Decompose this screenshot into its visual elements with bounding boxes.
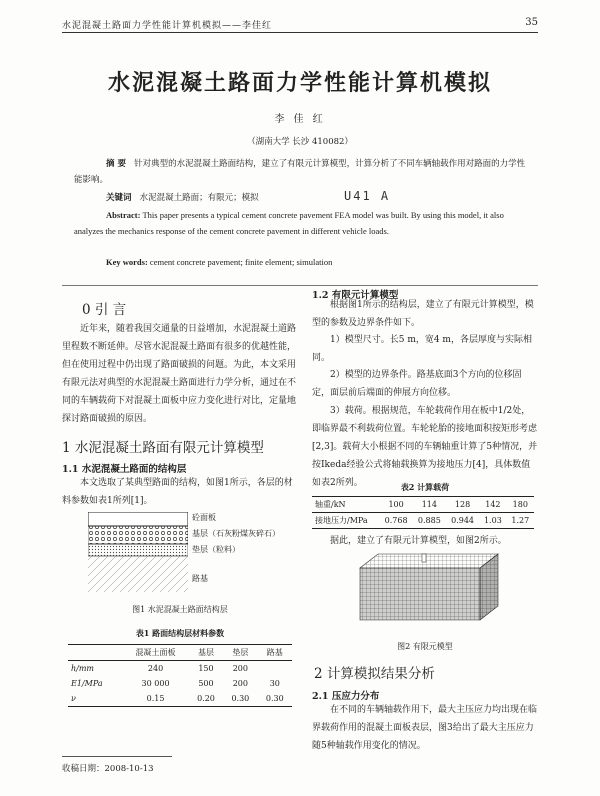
abstract-cn-label: 摘 要 (106, 159, 126, 169)
section-2-1-heading: 2.1 压应力分布 (312, 691, 380, 702)
section-1-2-heading: 1.2 有限元计算模型 (312, 290, 399, 301)
keywords-cn-text: 水泥混凝土路面；有限元；模拟 (139, 193, 259, 203)
layer-base (88, 526, 188, 544)
section-2-1-paragraph: 在不同的车辆轴载作用下，最大主压应力均出现在临界载荷作用的混凝土面板表层，图3给出了最大主压应力随5种轴载作用变化的情况。 (312, 705, 538, 751)
section-0-heading: 0 引 言 (82, 302, 127, 318)
table-cell: 0.885 (417, 516, 441, 525)
section-1-1-heading: 1.1 水泥混凝土路面的结构层 (62, 464, 187, 475)
table-row (312, 497, 534, 513)
paper-title: 水泥混凝土路面力学性能计算机模拟 (107, 70, 492, 96)
table-cell: 30 000 (141, 679, 170, 688)
keywords-en-label: Key words: (106, 257, 148, 267)
section-1-heading: 1 水泥混凝土路面有限元计算模型 (62, 440, 264, 456)
table-cell: 150 (198, 664, 214, 673)
section-2-heading: 2 计算模拟结果分析 (314, 666, 435, 682)
keywords-en-text: cement concrete pavement; finite element; simulation (149, 257, 333, 267)
table-2 (312, 496, 534, 529)
section-0-paragraph: 近年来，随着我国交通量的日益增加，水泥混凝土道路里程数不断延伸。尽管水泥混凝土路面有很多的优越性能，但在使用过程中仍出现了路面破损的问题。为此，本文采用有限元法对典型的水泥混凝土路面进行力学分析，通过在不同的车辆载荷下对混凝土面板中应力变化进行对比，定量地探讨路面破损的原因。 (62, 324, 297, 424)
keywords-cn-label: 关键词 (106, 193, 132, 203)
table-cell: 1.03 (483, 516, 502, 525)
table-cell (258, 661, 292, 677)
keywords-en (74, 254, 526, 270)
table-cell: 接地压力/MPa (315, 516, 368, 525)
table-cell (68, 645, 122, 661)
table-cell: 路基 (266, 648, 283, 657)
abstract-en-label: Abstract: (106, 210, 141, 220)
figure-1-caption: 图1 水泥混凝土路面结构层 (132, 605, 228, 614)
fig1-label-slab: 砼面板 (192, 513, 216, 522)
footnote-rule (62, 756, 172, 757)
table-row (312, 513, 534, 529)
fig1-label-subbase: 垫层（粒料） (192, 545, 240, 554)
table-cell: 128 (454, 500, 471, 509)
table-row (68, 676, 292, 691)
author: 李 佳 红 (274, 114, 326, 125)
table-cell: 0.30 (231, 694, 250, 703)
table-cell: 1.27 (511, 516, 530, 525)
mesh-front-shade (360, 568, 480, 620)
handwritten-classification: U41 A (344, 189, 391, 203)
table-cell: 500 (198, 679, 214, 688)
fig1-label-base: 基层（石灰粉煤灰碎石） (192, 529, 280, 538)
abstract-cn (74, 156, 526, 188)
footnote: 收稿日期：2008-10-13 (62, 764, 154, 774)
running-header (62, 16, 538, 33)
table-row (68, 691, 292, 707)
table-cell: 240 (147, 664, 164, 673)
section-1-2-item-3: 3）载荷。根据规范，车轮载荷作用在板中1/2处，即临界最不利载荷位置。车轮轮胎的接地面积按矩形考虑[2,3]。载荷大小根据不同的车辆轴重计算了5种情况，并按Ikeda经验公式将轴载换算为接地压力[4]，具体数值如表2所列。 (312, 406, 538, 488)
mesh-top-face (360, 554, 498, 568)
layer-subbase (88, 544, 188, 556)
table-cell: 180 (512, 500, 528, 509)
table-row (68, 645, 292, 661)
table-cell: 100 (388, 500, 404, 509)
figure-2-caption: 图2 有限元模型 (397, 642, 453, 651)
section-1-2-item-2: 2）模型的边界条件。路基底面3个方向的位移固定，面层前后端面的伸展方向位移。 (312, 370, 522, 398)
table-1-caption: 表1 路面结构层材料参数 (135, 628, 225, 638)
table-cell: 114 (421, 500, 437, 509)
affiliation: （湖南大学 长沙 410082） (247, 137, 353, 147)
fem-mesh-figure (330, 548, 500, 628)
section-1-2-item-1: 1）模型尺寸。长5 m，宽4 m，各层厚度与实际相同。 (312, 335, 532, 363)
table-cell: 混凝土面板 (135, 648, 176, 657)
table-cell: ν (71, 694, 76, 703)
table-cell: 142 (485, 500, 501, 509)
page-number: 35 (525, 17, 538, 28)
table-2-caption: 表2 计算载荷 (400, 482, 450, 492)
table-cell: 基层 (197, 648, 214, 657)
table-cell: 轴重/kN (315, 500, 346, 509)
table-cell: 垫层 (232, 648, 249, 657)
abstract-en (74, 207, 526, 239)
layer-concrete-slab (88, 512, 188, 526)
table-cell: 200 (232, 664, 248, 673)
section-1-2-paragraph: 根据图1所示的结构层，建立了有限元计算模型，模型的参数及边界条件如下。 (312, 300, 534, 328)
table-cell: 30 (269, 679, 280, 688)
divider (62, 285, 538, 286)
table-cell: 0.768 (384, 516, 408, 525)
table-cell: 200 (232, 679, 248, 688)
abstract-cn-text: 针对典型的水泥混凝土路面结构，建立了有限元计算模型，计算分析了不同车辆轴载作用对路面的力学性能影响。 (74, 159, 526, 185)
fig1-label-subgrade: 路基 (192, 574, 208, 583)
running-header-title: 水泥混凝土路面力学性能计算机模拟——李佳红 (62, 21, 273, 31)
table-cell: 0.30 (265, 694, 284, 703)
table-cell: 0.15 (146, 694, 165, 703)
section-1-1-paragraph: 本文选取了某典型路面的结构，如图1所示，各层的材料参数如表1所列[1]。 (62, 478, 293, 506)
layer-subgrade (88, 556, 188, 592)
table-cell: E1/MPa (71, 679, 103, 688)
load-marker (422, 554, 426, 562)
paragraph-after-table-2: 据此，建立了有限元计算模型，如图2所示。 (330, 536, 507, 546)
keywords-cn (74, 190, 526, 206)
table-row (68, 661, 292, 677)
table-1 (68, 644, 292, 707)
abstract-en-text: This paper presents a typical cement concrete pavement FEA model was built. By using this model, it also analyzes the mechanics response of the cement concrete pavement in different vehicle loads. (74, 210, 504, 236)
table-cell: h/mm (71, 664, 95, 673)
pavement-layers-figure (88, 512, 188, 592)
table-cell: 0.944 (451, 516, 475, 525)
table-cell: 0.20 (197, 694, 215, 703)
